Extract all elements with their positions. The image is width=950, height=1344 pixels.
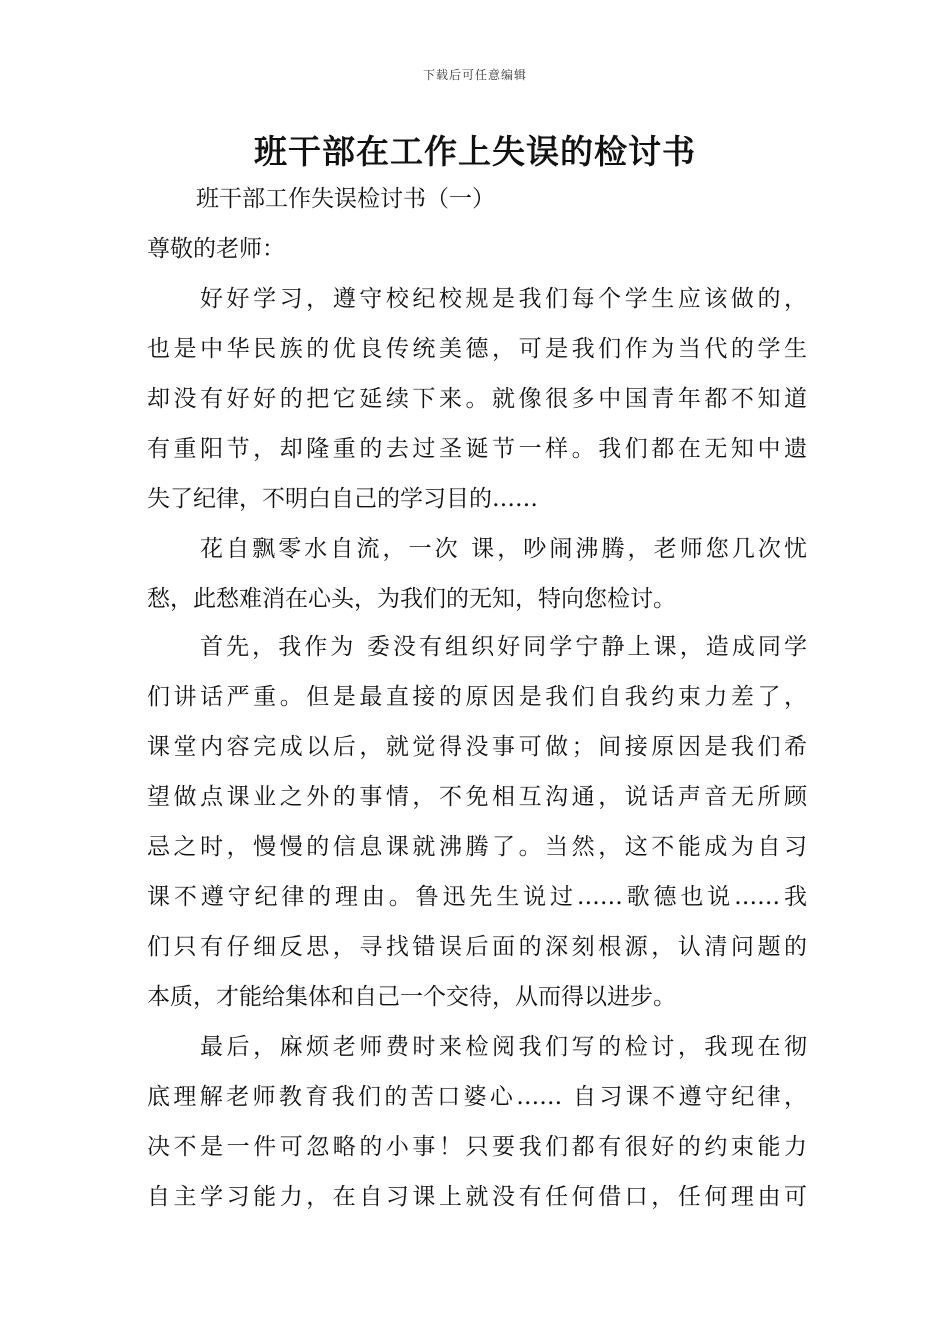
body-line-8: 首先，我作为 委没有组织好同学宁静上课，造成同学 — [200, 634, 807, 660]
body-line-13: 课不遵守纪律的理由。鲁迅先生说过……歌德也说……我 — [147, 884, 807, 910]
body-line-9: 们讲话严重。但是最直接的原因是我们自我约束力差了， — [147, 684, 807, 710]
body-line-19: 自主学习能力，在自习课上就没有任何借口，任何理由可 — [147, 1184, 807, 1210]
body-line-1: 好好学习，遵守校纪校规是我们每个学生应该做的， — [200, 286, 807, 312]
body-line-7: 愁，此愁难消在心头，为我们的无知，特向您检讨。 — [147, 586, 676, 612]
header-note: 下载后可任意编辑 — [422, 68, 527, 82]
body-line-4: 有重阳节，却隆重的去过圣诞节一样。我们都在无知中遗 — [147, 436, 807, 462]
salutation: 尊敬的老师： — [147, 236, 285, 262]
body-line-17: 底理解老师教育我们的苦口婆心…… 自习课不遵守纪律， — [147, 1084, 807, 1110]
body-line-12: 忌之时，慢慢的信息课就沸腾了。当然，这不能成为自习 — [147, 834, 807, 860]
body-line-6: 花自飘零水自流，一次 课，吵闹沸腾，老师您几次忧 — [200, 536, 807, 562]
body-line-10: 课堂内容完成以后，就觉得没事可做；间接原因是我们希 — [147, 734, 807, 760]
body-line-5: 失了纪律，不明白自己的学习目的…… — [147, 486, 538, 512]
body-line-3: 却没有好好的把它延续下来。就像很多中国青年都不知道 — [147, 386, 807, 412]
body-line-15: 本质，才能给集体和自己一个交待，从而得以进步。 — [147, 984, 676, 1010]
body-line-14: 们只有仔细反思，寻找错误后面的深刻根源，认清问题的 — [147, 934, 807, 960]
body-line-16: 最后，麻烦老师费时来检阅我们写的检讨，我现在彻 — [200, 1034, 807, 1060]
body-line-2: 也是中华民族的优良传统美德，可是我们作为当代的学生 — [147, 336, 807, 362]
body-line-18: 决不是一件可忽略的小事！只要我们都有很好的约束能力 — [147, 1134, 807, 1160]
document-title: 班干部在工作上失误的检讨书 — [254, 132, 696, 171]
section-subtitle: 班干部工作失误检讨书（一） — [196, 186, 495, 212]
body-line-11: 望做点课业之外的事情，不免相互沟通，说话声音无所顾 — [147, 784, 807, 810]
